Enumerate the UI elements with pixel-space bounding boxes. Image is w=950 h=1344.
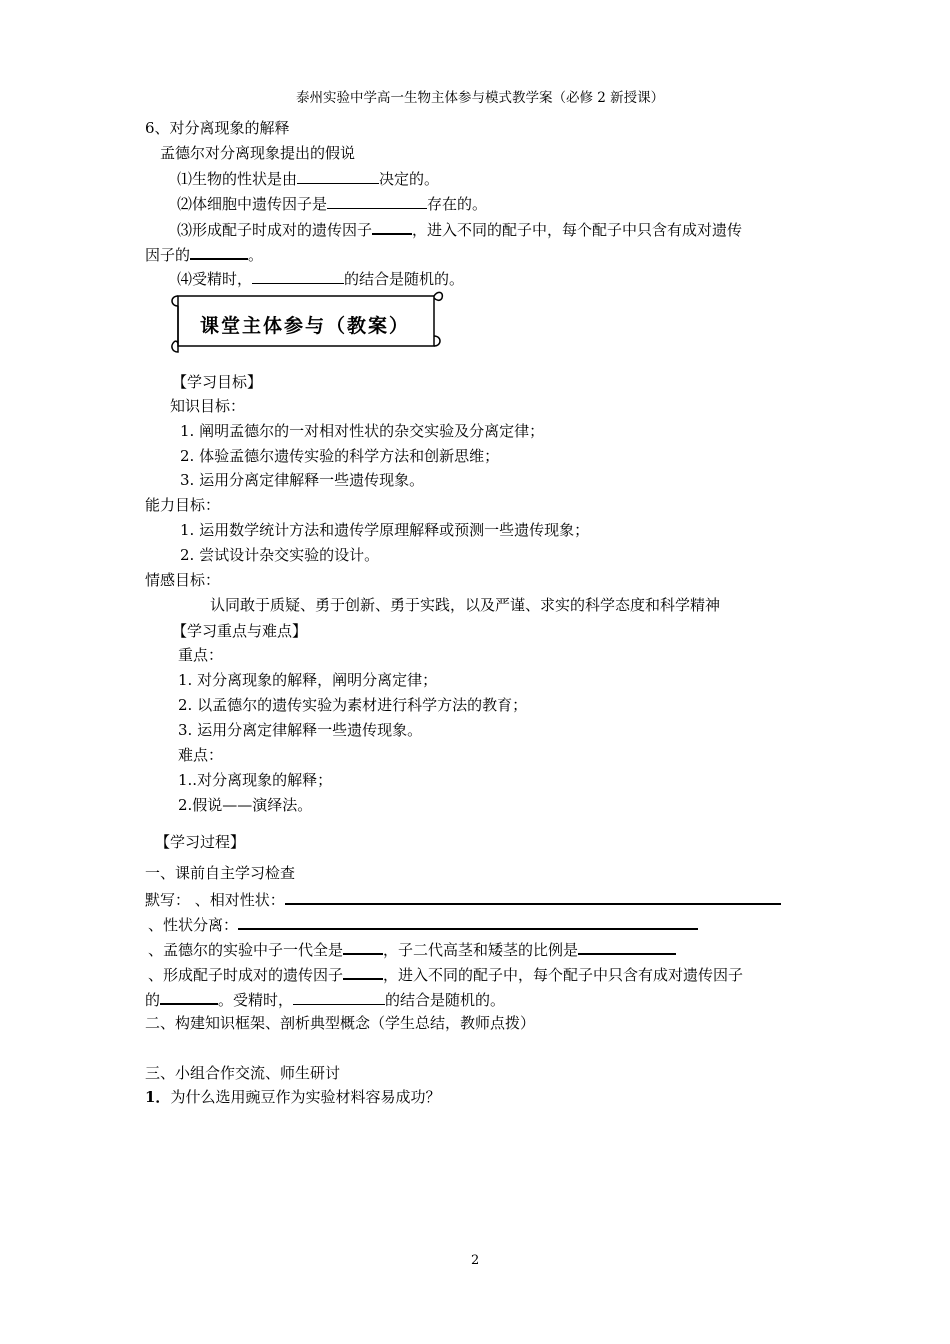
fill-blank[interactable] (285, 888, 781, 905)
section-2-title: 二、构建知识框架、剖析典型概念（学生总结，教师点拨） (145, 1014, 536, 1032)
hypothesis-item-3: ⑶形成配子时成对的遗传因子 ，进入不同的配子中，每个配子中只含有成对遗传 (177, 218, 742, 240)
knowledge-label: 知识目标： (170, 397, 246, 415)
fill-blank[interactable] (343, 963, 383, 980)
ability-label: 能力目标： (145, 496, 221, 514)
knowledge-goal-3: 3. 运用分离定律解释一些遗传现象。 (180, 471, 425, 489)
hypothesis-item-2: ⑵体细胞中遗传因子是 存在的。 (177, 195, 488, 213)
difficulty-1: 1..对分离现象的解释； (178, 771, 333, 789)
hypothesis-intro: 孟德尔对分离现象提出的假说 (160, 144, 356, 162)
fill-blank[interactable] (238, 913, 698, 930)
trait-separation-row: 、性状分离： (148, 913, 698, 935)
process-heading: 【学习过程】 (155, 833, 246, 851)
fill-blank[interactable] (297, 168, 379, 184)
hypothesis-item-4: ⑷受精时， 的结合是随机的。 (177, 270, 465, 288)
fill-blank[interactable] (578, 938, 676, 955)
knowledge-goal-2: 2. 体验孟德尔遗传实验的科学方法和创新思维； (180, 447, 500, 465)
difficulty-label: 难点： (178, 746, 224, 764)
emotion-goal: 认同敢于质疑、勇于创新、勇于实践，以及严谨、求实的科学态度和科学精神 (210, 596, 721, 614)
knowledge-goal-1: 1. 阐明孟德尔的一对相对性状的杂交实验及分离定律； (180, 422, 545, 440)
page-header: 泰州实验中学高一生物主体参与模式教学案（必修 2 新授课） (296, 90, 665, 106)
key-point-2: 2. 以孟德尔的遗传实验为素材进行科学方法的教育； (178, 696, 528, 714)
key-point-1: 1. 对分离现象的解释，阐明分离定律； (178, 671, 438, 689)
key-point-3: 3. 运用分离定律解释一些遗传现象。 (178, 721, 423, 739)
dictation-row: 默写： 、相对性状： (145, 888, 781, 910)
fill-blank[interactable] (327, 193, 427, 209)
goals-heading: 【学习目标】 (172, 373, 263, 391)
ability-goal-1: 1. 运用数学统计方法和遗传学原理解释或预测一些遗传现象； (180, 521, 590, 539)
question-1: 1．为什么选用豌豆作为实验材料容易成功？ (145, 1088, 441, 1106)
fill-blank[interactable] (160, 988, 218, 1005)
banner-title: 课堂主体参与（教案） (200, 315, 411, 337)
hypothesis-item-1: ⑴生物的性状是由 决定的。 (177, 170, 440, 188)
fill-blank[interactable] (372, 218, 412, 235)
section-1-title: 一、课前自主学习检查 (145, 864, 296, 882)
fill-blank[interactable] (252, 268, 344, 284)
difficulty-2: 2.假说——演绎法。 (178, 796, 313, 814)
gamete-row: 、形成配子时成对的遗传因子 ，进入不同的配子中，每个配子中只含有成对遗传因子 (148, 963, 743, 985)
section-3-title: 三、小组合作交流、师生研讨 (145, 1064, 341, 1082)
fill-blank[interactable] (293, 989, 385, 1005)
key-label: 重点： (178, 646, 224, 664)
page-number: 2 (471, 1253, 480, 1268)
fill-blank[interactable] (190, 243, 248, 260)
keypoints-heading: 【学习重点与难点】 (172, 622, 308, 640)
emotion-label: 情感目标： (145, 571, 221, 589)
ability-goal-2: 2. 尝试设计杂交实验的设计。 (180, 546, 380, 564)
gamete-row-cont: 的 。受精时， 的结合是随机的。 (145, 988, 505, 1010)
fill-blank[interactable] (343, 938, 383, 955)
section-6-title: 6、对分离现象的解释 (145, 119, 290, 137)
hypothesis-item-3-cont: 因子的 。 (145, 243, 263, 265)
mendel-row: 、孟德尔的实验中子一代全是 ，子二代高茎和矮茎的比例是 (148, 938, 676, 960)
